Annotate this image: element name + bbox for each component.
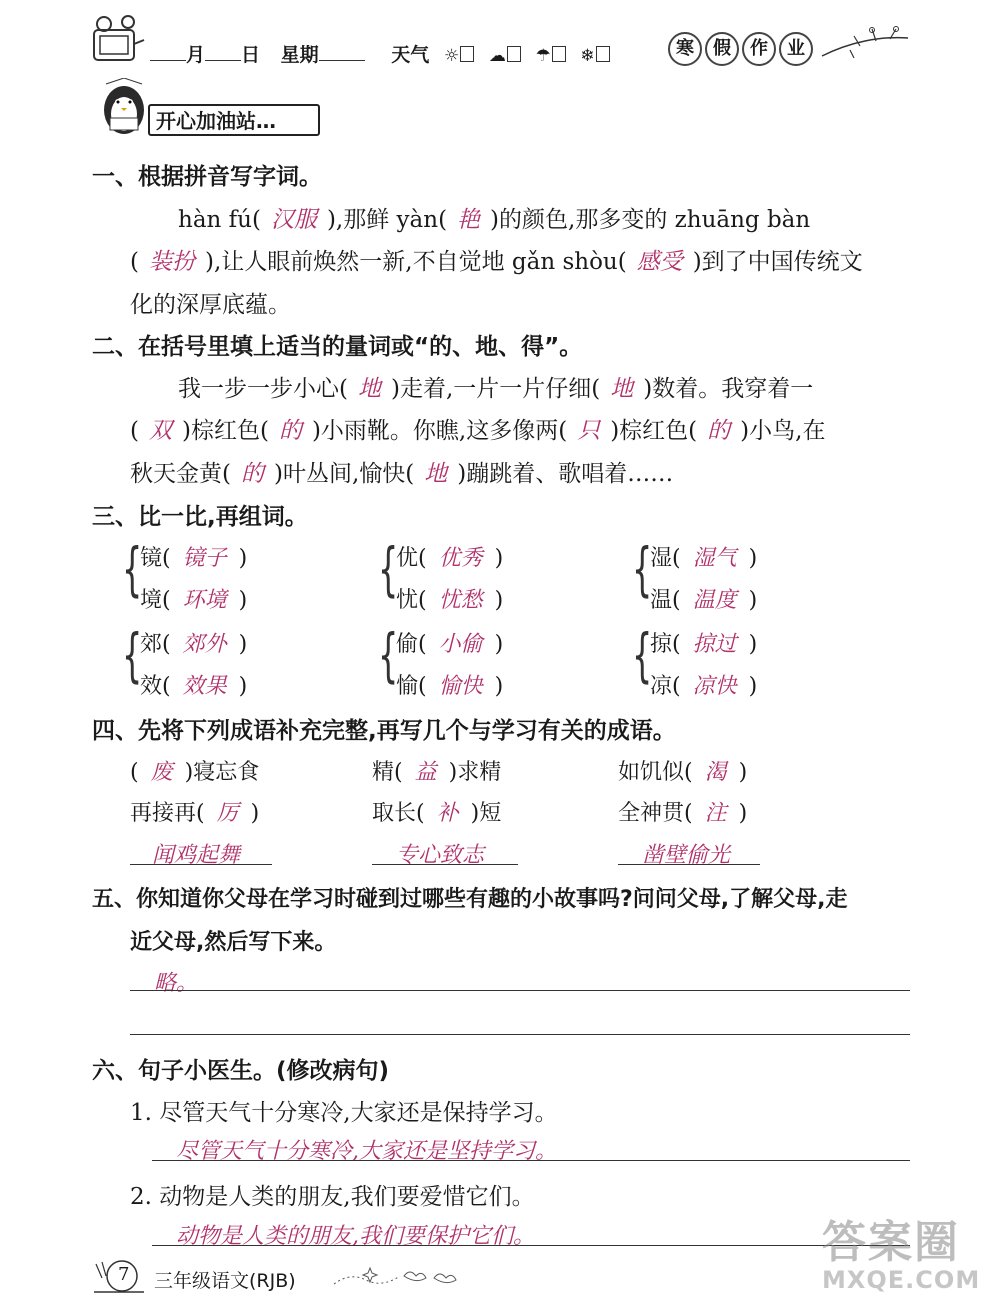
- snow-icon: ❄: [580, 46, 595, 66]
- answer-line: [372, 864, 518, 865]
- answer-text: 郊外: [182, 632, 227, 657]
- answer-text: 艳: [457, 207, 481, 233]
- idiom-item: 再接再( 厉 ): [130, 801, 260, 826]
- compare-row: 温( 温度 ): [650, 588, 758, 613]
- watermark-logo: 答案圈 MXQE.COM: [822, 1217, 981, 1294]
- s2-line-3: 秋天金黄( 的 )叶丛间,愉快( 地 )蹦跳着、歌唱着……: [130, 461, 674, 487]
- answer-text: 双: [148, 418, 172, 444]
- answer-line: [618, 864, 760, 865]
- answer-text: 补: [436, 801, 459, 826]
- compare-row: 掠( 掠过 ): [650, 632, 758, 657]
- answer-text: 温度: [692, 588, 737, 613]
- decorative-sparkles-icon: [330, 1262, 460, 1292]
- s1-line-1: hàn fú( 汉服 ),那鲜 yàn( 艳 )的颜色,那多变的 zhuāng bàn: [178, 207, 811, 233]
- brace-icon: {: [122, 621, 143, 689]
- idiom-item: 全神贯( 注 ): [618, 801, 748, 826]
- compare-row: 愉( 愉快 ): [396, 674, 504, 699]
- compare-row: 偷( 小偷 ): [396, 632, 504, 657]
- answer-text: 废: [150, 760, 173, 785]
- answer-text: 厉: [216, 801, 239, 826]
- answer-text: 环境: [182, 588, 227, 613]
- answer-text: 凉快: [692, 674, 737, 699]
- brace-icon: {: [122, 535, 143, 603]
- extra-idiom: 闻鸡起舞: [152, 843, 241, 868]
- header-mascot-icon: [90, 14, 146, 66]
- answer-line: [152, 1245, 910, 1246]
- brace-icon: {: [632, 535, 653, 603]
- section-5-title: 五、你知道你父母在学习时碰到过哪些有趣的小故事吗?问问父母,了解父母,走: [92, 887, 848, 912]
- sentence-2-answer: 动物是人类的朋友,我们要保护它们。: [176, 1224, 535, 1249]
- checkbox-cloudy[interactable]: [507, 46, 521, 62]
- badge-char-3: 作: [742, 32, 776, 66]
- idiom-item: 精( 益 )求精: [372, 760, 502, 785]
- answer-text: 汉服: [270, 207, 317, 233]
- answer-text: 的: [707, 418, 731, 444]
- answer-text: 湿气: [692, 546, 737, 571]
- answer-text: 优秀: [438, 546, 483, 571]
- compare-row: 效( 效果 ): [140, 674, 248, 699]
- answer-text: 地: [357, 376, 381, 402]
- section-2-title: 二、在括号里填上适当的量词或“的、地、得”。: [92, 334, 583, 360]
- answer-text: 地: [610, 376, 634, 402]
- badge-char-2: 假: [705, 32, 739, 66]
- compare-row: 优( 优秀 ): [396, 546, 504, 571]
- answer-text: 益: [414, 760, 437, 785]
- brace-icon: {: [632, 621, 653, 689]
- winter-homework-badge: [668, 32, 816, 66]
- section-1-title: 一、根据拼音写字词。: [92, 164, 322, 190]
- weather-label: 天气: [391, 44, 430, 66]
- answer-line: [152, 1160, 910, 1161]
- month-label: 月: [186, 44, 206, 66]
- section-3-title: 三、比一比,再组词。: [92, 504, 308, 530]
- compare-row: 湿( 湿气 ): [650, 546, 758, 571]
- badge-char-1: 寒: [668, 32, 702, 66]
- answer-line: [130, 1034, 910, 1035]
- cloud-icon: ☁: [488, 46, 506, 66]
- answer-text: 掠过: [692, 632, 737, 657]
- answer-text: 只: [577, 418, 601, 444]
- section-6-title: 六、句子小医生。(修改病句): [92, 1058, 390, 1084]
- brace-icon: {: [378, 535, 399, 603]
- sentence-1-answer: 尽管天气十分寒冷,大家还是坚持学习。: [176, 1139, 557, 1164]
- section-4-title: 四、先将下列成语补充完整,再写几个与学习有关的成语。: [92, 718, 676, 744]
- s2-line-1: 我一步一步小心( 地 )走着,一片一片仔细( 地 )数着。我穿着一: [178, 376, 814, 402]
- answer-text: 小偷: [438, 632, 483, 657]
- date-line: [150, 40, 610, 67]
- answer-text: 愉快: [438, 674, 483, 699]
- s2-line-2: ( 双 )棕红色( 的 )小雨靴。你瞧,这多像两( 只 )棕红色( 的 )小鸟,在: [130, 418, 826, 444]
- compare-row: 忧( 忧愁 ): [396, 588, 504, 613]
- idiom-item: 如饥似( 渴 ): [618, 760, 748, 785]
- weekday-label: 星期: [280, 44, 319, 66]
- section-5-answer: 略。: [154, 971, 199, 996]
- answer-text: 地: [424, 461, 448, 487]
- s1-line-3: 化的深厚底蕴。: [130, 292, 291, 318]
- answer-text: 渴: [704, 760, 727, 785]
- answer-line: [130, 990, 910, 991]
- extra-idiom: 专心致志: [396, 843, 485, 868]
- answer-text: 镜子: [182, 546, 227, 571]
- answer-text: 的: [278, 418, 302, 444]
- brace-icon: {: [378, 621, 399, 689]
- rain-icon: ☂: [535, 46, 551, 66]
- checkbox-snowy[interactable]: [596, 46, 610, 62]
- answer-text: 装扮: [148, 249, 195, 275]
- checkbox-rainy[interactable]: [552, 46, 566, 62]
- checkbox-sunny[interactable]: [460, 46, 474, 62]
- compare-row: 镜( 镜子 ): [140, 546, 248, 571]
- answer-text: 忧愁: [438, 588, 483, 613]
- idiom-item: ( 废 )寝忘食: [130, 760, 260, 785]
- answer-line: [130, 864, 272, 865]
- compare-row: 郊( 郊外 ): [140, 632, 248, 657]
- sun-icon: ☼: [443, 46, 460, 66]
- penguin-icon: [96, 78, 152, 140]
- sentence-1: 1. 尽管天气十分寒冷,大家还是保持学习。: [130, 1100, 558, 1126]
- extra-idiom: 凿壁偷光: [642, 843, 731, 868]
- s1-line-2: ( 装扮 ),让人眼前焕然一新,不自觉地 gǎn shòu( 感受 )到了中国传统文: [130, 249, 863, 275]
- idiom-item: 取长( 补 )短: [372, 801, 502, 826]
- answer-text: 效果: [182, 674, 227, 699]
- compare-row: 境( 环境 ): [140, 588, 248, 613]
- sentence-2: 2. 动物是人类的朋友,我们要爱惜它们。: [130, 1184, 535, 1210]
- answer-text: 的: [240, 461, 264, 487]
- answer-text: 注: [704, 801, 727, 826]
- badge-char-4: 业: [779, 32, 813, 66]
- section-5-title-cont: 近父母,然后写下来。: [130, 930, 337, 955]
- page-number: 7: [118, 1264, 130, 1285]
- day-label: 日: [241, 44, 261, 66]
- branch-decoration-icon: [820, 22, 910, 62]
- compare-row: 凉( 凉快 ): [650, 674, 758, 699]
- banner-title: 开心加油站…: [156, 109, 276, 133]
- answer-text: 感受: [636, 249, 683, 275]
- book-label: 三年级语文(RJB): [154, 1270, 296, 1292]
